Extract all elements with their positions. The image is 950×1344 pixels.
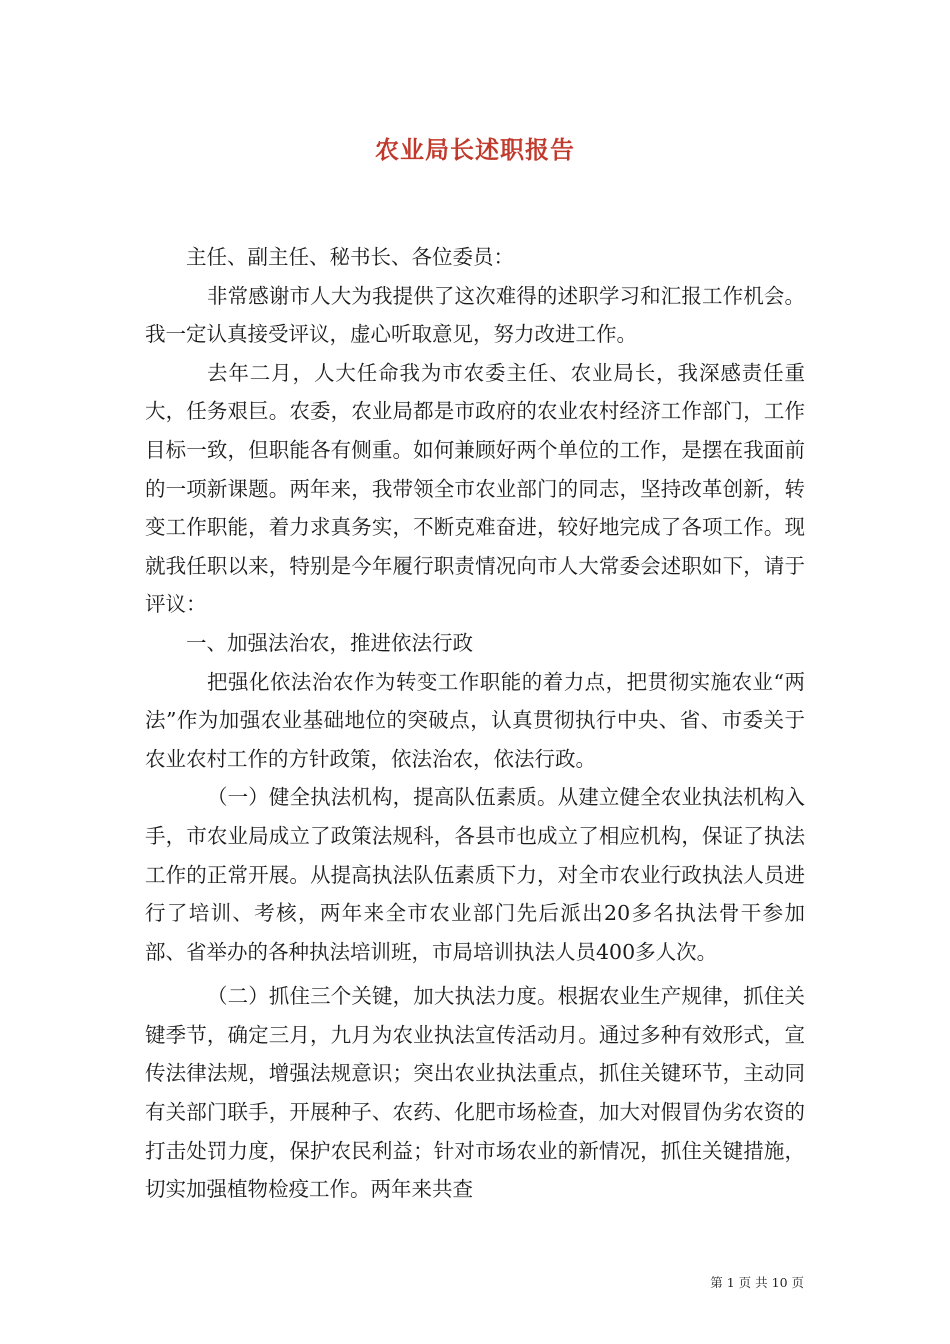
subsection-1-paragraph: （一）健全执法机构，提高队伍素质。从建立健全农业执法机构入手，市农业局成立了政策法规科，各县市也成立了相应机构，保证了执法工作的正常开展。从提高执法队伍素质下力，对全市农业行政执法人员进行了培训、考核，两年来全市农业部门先后派出20多名执法骨干参加部、省举办的各种执法培训班，市局培训执法人员400多人次。 [145, 785, 805, 964]
subsection-2-paragraph: （二）抓住三个关键，加大执法力度。根据农业生产规律，抓住关键季节，确定三月，九月为农业执法宣传活动月。通过多种有效形式，宣传法律法规，增强法规意识；突出农业执法重点，抓住关键环节，主动同有关部门联手，开展种子、农药、化肥市场检查，加大对假冒伪劣农资的打击处罚力度，保护农民利益；针对市场农业的新情况，抓住关键措施，切实加强植物检疫工作。两年来共查 [145, 984, 805, 1202]
intro-paragraph: 非常感谢市人大为我提供了这次难得的述职学习和汇报工作机会。我一定认真接受评议，虚心听取意见，努力改进工作。 [145, 283, 805, 347]
section-heading: 一、加强法治农，推进依法行政 [186, 630, 473, 655]
section-intro-paragraph: 把强化依法治农作为转变工作职能的着力点，把贯彻实施农业“两法”作为加强农业基础地位的突破点，认真贯彻执行中央、省、市委关于农业农村工作的方针政策，依法治农，依法行政。 [145, 669, 805, 771]
document-title: 农业局长述职报告 [375, 135, 575, 164]
overview-paragraph: 去年二月，人大任命我为市农委主任、农业局长，我深感责任重大，任务艰巨。农委，农业局都是市政府的农业农村经济工作部门，工作目标一致，但职能各有侧重。如何兼顾好两个单位的工作，是摆在我面前的一项新课题。两年来，我带领全市农业部门的同志，坚持改革创新，转变工作职能，着力求真务实，不断克难奋进，较好地完成了各项工作。现就我任职以来，特别是今年履行职责情况向市人大常委会述职如下，请于评议： [145, 360, 805, 617]
document-body [145, 238, 805, 1209]
salutation-paragraph: 主任、副主任、秘书长、各位委员： [186, 245, 514, 269]
page-number-footer: 第 1 页 共 10 页 [710, 1275, 804, 1290]
